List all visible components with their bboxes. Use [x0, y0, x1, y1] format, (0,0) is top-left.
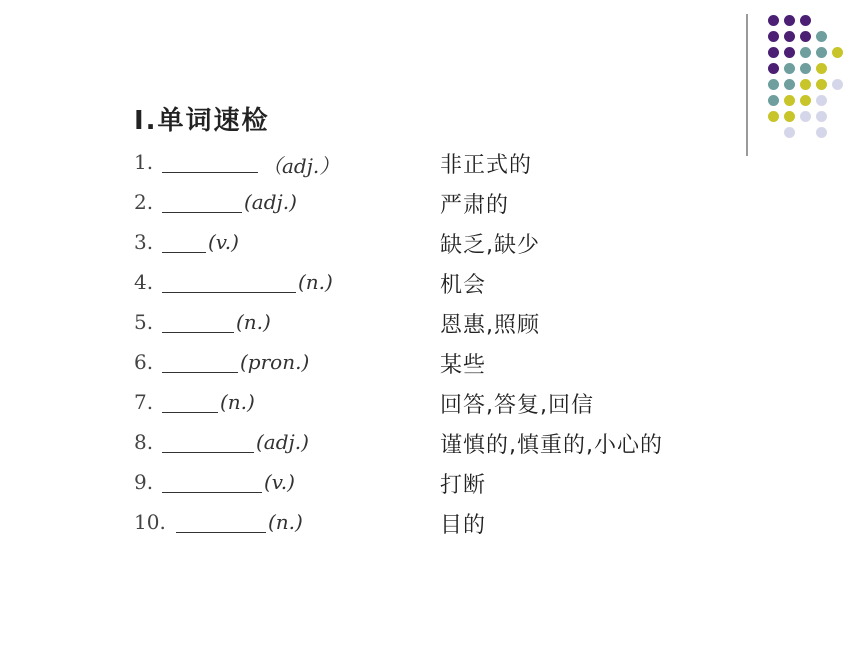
decor-dot: [768, 15, 779, 26]
chinese-meaning: 机会: [440, 273, 487, 298]
decor-dot: [784, 63, 795, 74]
decor-dot: [800, 15, 811, 26]
answer-blank: [162, 252, 206, 253]
part-of-speech: (v.): [264, 470, 295, 494]
chinese-meaning: 非正式的: [440, 153, 533, 178]
part-of-speech: (adj.): [256, 430, 309, 454]
decor-dot: [784, 111, 795, 122]
vocab-row: [134, 266, 754, 300]
answer-blank: [162, 292, 296, 293]
decor-dot: [800, 111, 811, 122]
decor-dot: [816, 79, 827, 90]
decor-dot: [816, 111, 827, 122]
decor-dot: [768, 63, 779, 74]
decor-dot: [800, 47, 811, 58]
section-title: Ⅰ.单词速检: [134, 106, 270, 136]
decorative-divider-line: [746, 14, 748, 156]
answer-blank: [162, 372, 238, 373]
vocab-row: [134, 186, 754, 220]
decor-dot: [768, 47, 779, 58]
decor-dot: [768, 79, 779, 90]
answer-blank: [176, 532, 266, 533]
part-of-speech: (adj.): [244, 190, 297, 214]
decor-dot: [784, 15, 795, 26]
item-number: 9.: [134, 470, 154, 494]
chinese-meaning: 严肃的: [440, 193, 510, 218]
decor-dot: [784, 127, 795, 138]
decor-dot: [800, 95, 811, 106]
chinese-meaning: 某些: [440, 353, 487, 378]
answer-blank: [162, 212, 242, 213]
vocab-row: [134, 426, 754, 460]
chinese-meaning: 目的: [440, 513, 487, 538]
chinese-meaning: 谨慎的,慎重的,小心的: [440, 433, 663, 458]
chinese-meaning: 缺乏,缺少: [440, 233, 540, 258]
part-of-speech: (n.): [268, 510, 303, 534]
item-number: 6.: [134, 350, 154, 374]
vocab-row: [134, 226, 754, 260]
decor-dot: [768, 111, 779, 122]
decor-dot: [800, 31, 811, 42]
decor-dot: [784, 79, 795, 90]
chinese-meaning: 回答,答复,回信: [440, 393, 594, 418]
answer-blank: [162, 492, 262, 493]
decor-dot: [832, 79, 843, 90]
vocab-row: [134, 146, 754, 180]
vocab-row: [134, 466, 754, 500]
item-number: 2.: [134, 190, 154, 214]
vocab-row: [134, 346, 754, 380]
decor-dot: [816, 95, 827, 106]
answer-blank: [162, 412, 218, 413]
part-of-speech: （adj.）: [262, 154, 340, 178]
decor-dot: [816, 47, 827, 58]
item-number: 3.: [134, 230, 154, 254]
part-of-speech: (v.): [208, 230, 239, 254]
decor-dot: [768, 31, 779, 42]
answer-blank: [162, 172, 258, 173]
decor-dot: [816, 63, 827, 74]
item-number: 10.: [134, 510, 166, 534]
decor-dot: [768, 95, 779, 106]
decor-dot: [816, 31, 827, 42]
item-number: 8.: [134, 430, 154, 454]
decor-dot: [784, 47, 795, 58]
part-of-speech: (n.): [220, 390, 255, 414]
item-number: 7.: [134, 390, 154, 414]
decor-dot: [800, 63, 811, 74]
vocab-row: [134, 506, 754, 540]
vocab-row: [134, 306, 754, 340]
part-of-speech: (pron.): [240, 350, 310, 374]
answer-blank: [162, 452, 254, 453]
decor-dot: [800, 79, 811, 90]
answer-blank: [162, 332, 234, 333]
item-number: 1.: [134, 150, 154, 174]
part-of-speech: (n.): [298, 270, 333, 294]
decor-dot: [816, 127, 827, 138]
part-of-speech: (n.): [236, 310, 271, 334]
decor-dot: [832, 47, 843, 58]
chinese-meaning: 打断: [440, 473, 487, 498]
item-number: 5.: [134, 310, 154, 334]
vocab-row: [134, 386, 754, 420]
decor-dot: [784, 95, 795, 106]
decor-dot: [784, 31, 795, 42]
item-number: 4.: [134, 270, 154, 294]
chinese-meaning: 恩惠,照顾: [440, 313, 540, 338]
